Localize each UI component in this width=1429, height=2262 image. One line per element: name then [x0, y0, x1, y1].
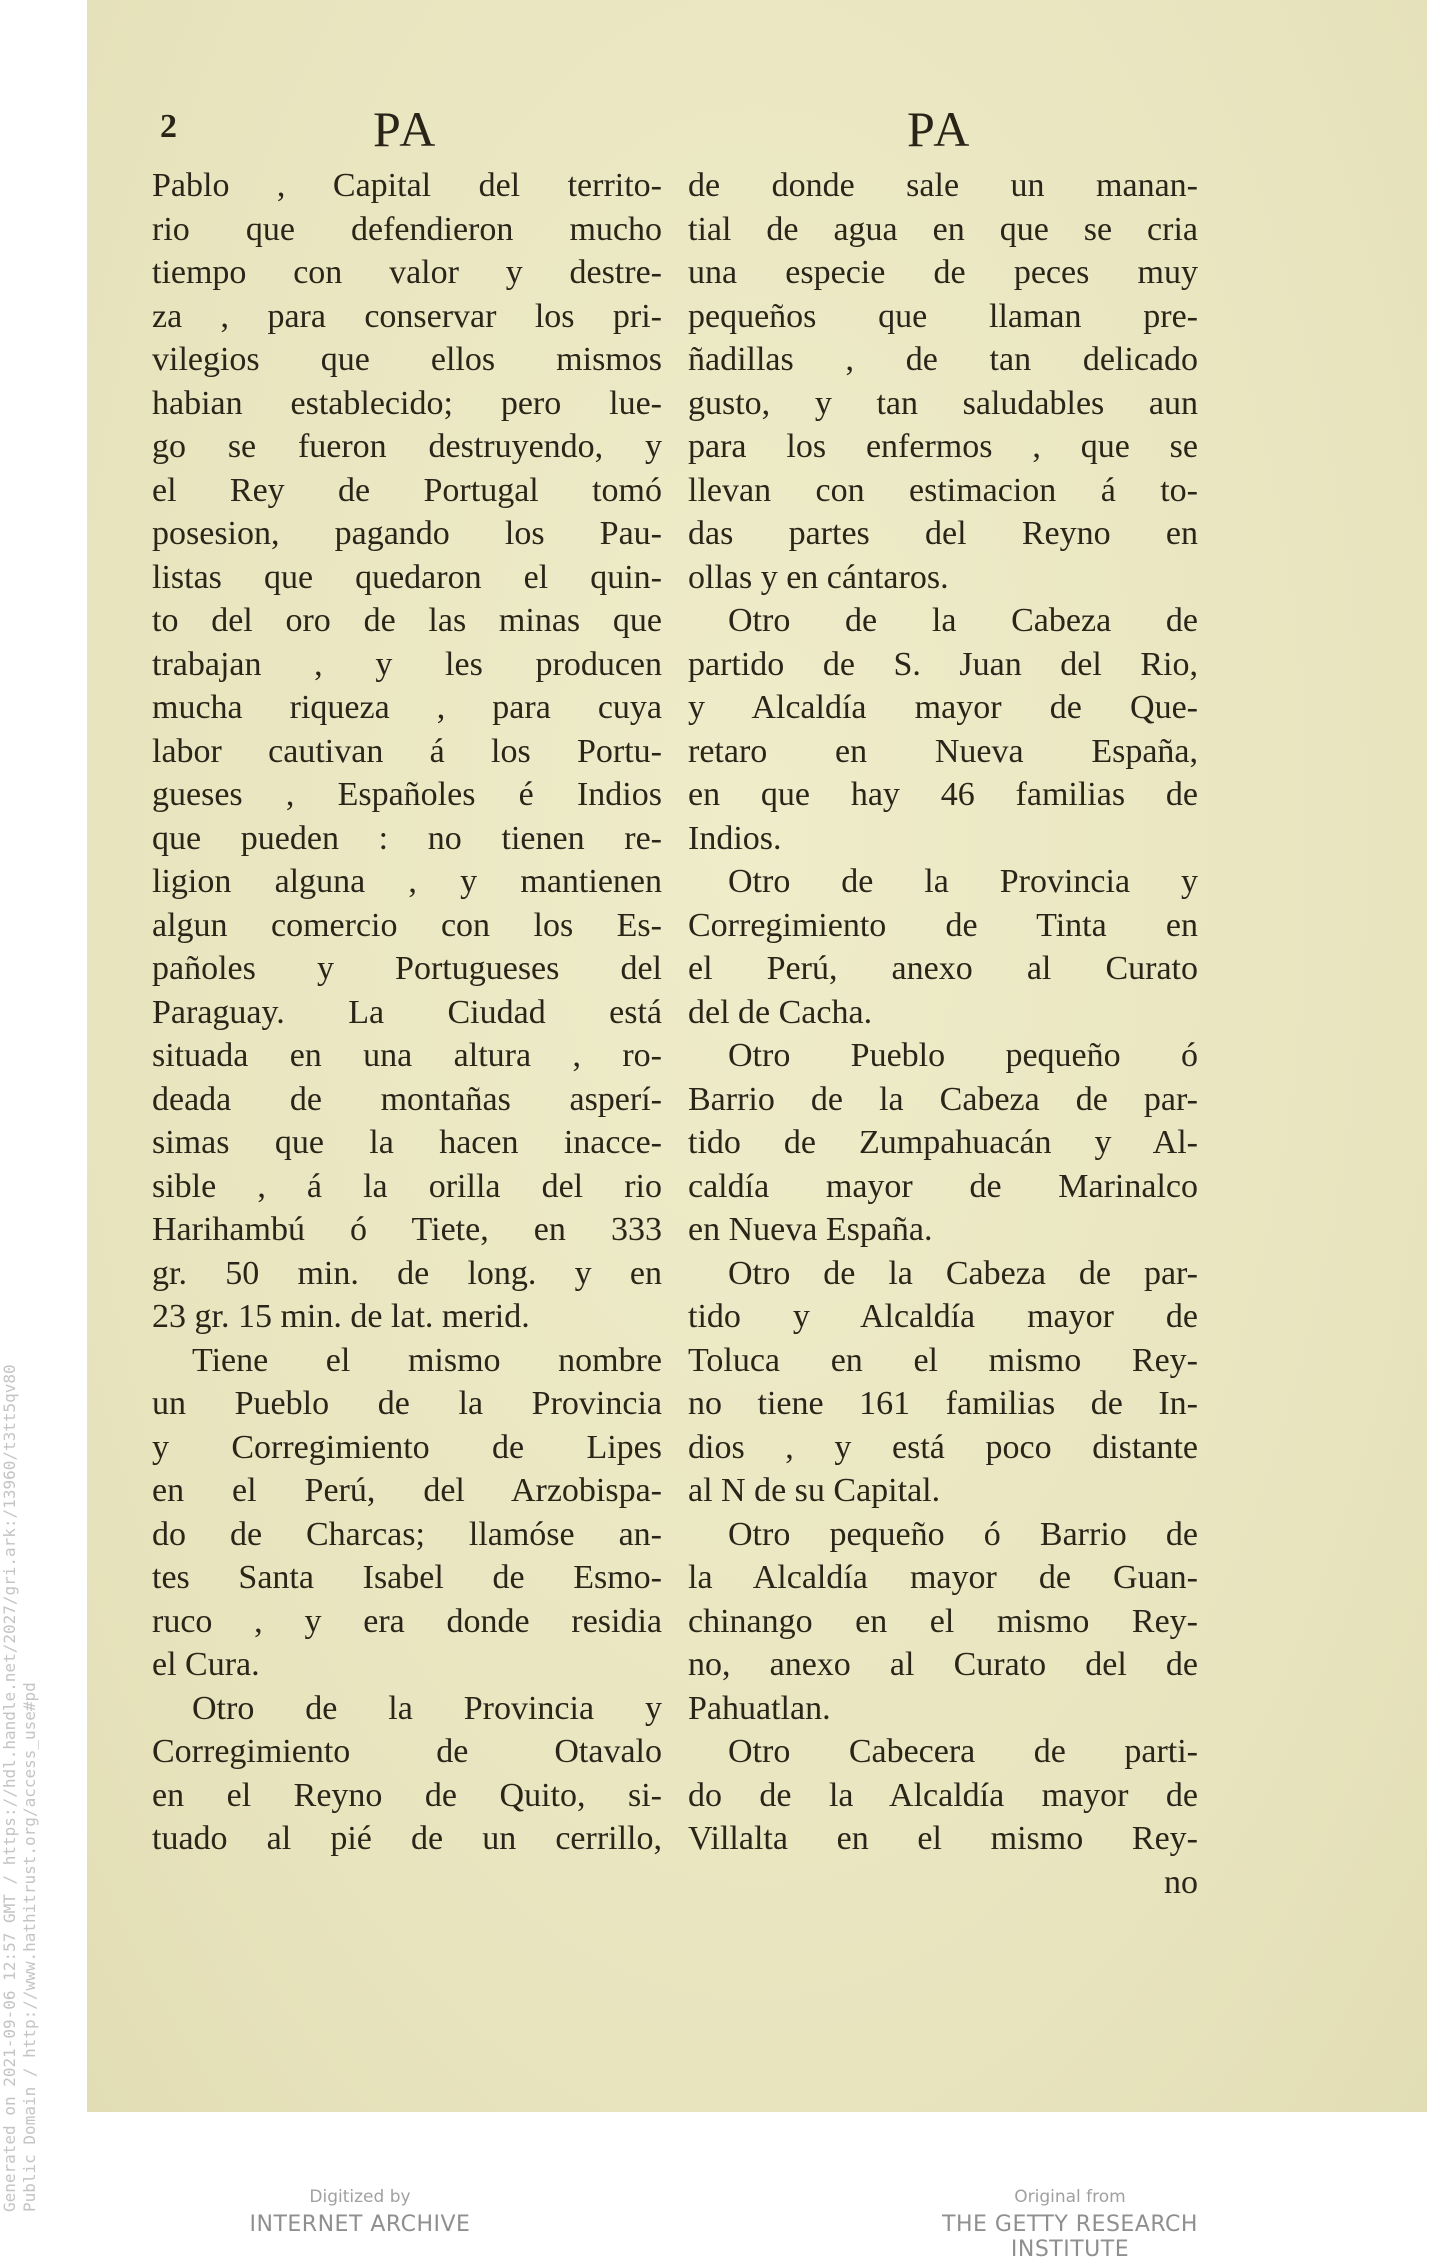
text-line: Otro Cabecera de parti- [728, 1733, 1198, 1770]
text-line: el Perú, anexo al Curato [688, 950, 1198, 987]
text-line: en el Perú, del Arzobispa- [152, 1472, 662, 1509]
text-line: tes Santa Isabel de Esmo- [152, 1559, 662, 1596]
text-line: simas que la hacen inacce- [152, 1124, 662, 1161]
text-line: tido y Alcaldía mayor de [688, 1298, 1198, 1335]
text-line: deada de montañas asperí- [152, 1080, 662, 1118]
text-line: Otro Pueblo pequeño ó [728, 1037, 1198, 1074]
text-line: retaro en Nueva España, [688, 732, 1198, 770]
text-line: mucha riqueza , para cuya [152, 689, 662, 726]
text-line: Harihambú ó Tiete, en 333 [152, 1211, 662, 1248]
text-line: go se fueron destruyendo, y [152, 428, 662, 465]
text-line: Toluca en el mismo Rey- [688, 1341, 1198, 1379]
text-line: rio que defendieron mucho [152, 210, 662, 248]
text-line: gueses , Españoles é Indios [152, 776, 662, 813]
text-line: Pablo , Capital del territo- [152, 167, 662, 204]
text-line: Otro de la Cabeza de par- [728, 1254, 1198, 1292]
footer-original-label: Original from [1014, 2187, 1126, 2207]
catchword: no [1164, 1863, 1198, 1901]
text-line: do de Charcas; llamóse an- [152, 1515, 662, 1553]
text-line: tido de Zumpahuacán y Al- [688, 1124, 1198, 1161]
right-text-column [688, 164, 1198, 1904]
footer-digitized-label: Digitized by [309, 2187, 411, 2207]
text-line: no, anexo al Curato del de [688, 1646, 1198, 1683]
text-line: Otro de la Provincia y [192, 1689, 662, 1727]
text-line: chinango en el mismo Rey- [688, 1602, 1198, 1640]
text-line: del de Cacha. [688, 993, 873, 1031]
text-line: sible , á la orilla del rio [152, 1167, 662, 1205]
text-line: no tiene 161 familias de In- [688, 1385, 1198, 1422]
text-line: el Rey de Portugal tomó [152, 471, 662, 509]
text-line: situada en una altura , ro- [152, 1037, 662, 1074]
text-line: Otro pequeño ó Barrio de [728, 1515, 1198, 1553]
footer-internet-archive: INTERNET ARCHIVE [249, 2212, 471, 2237]
text-line: Pahuatlan. [688, 1689, 831, 1727]
text-line: en el Reyno de Quito, si- [152, 1776, 662, 1814]
text-line: ruco , y era donde residia [152, 1602, 662, 1640]
text-line: za , para conservar los pri- [152, 297, 662, 335]
text-line: en Nueva España. [688, 1211, 933, 1248]
text-line: llevan con estimacion á to- [688, 471, 1198, 509]
text-line: listas que quedaron el quin- [152, 558, 662, 596]
left-text-column [152, 164, 662, 1861]
text-line: ligion alguna , y mantienen [152, 863, 662, 900]
text-line: gr. 50 min. de long. y en [152, 1254, 662, 1292]
text-line: al N de su Capital. [688, 1472, 941, 1509]
text-line: dios , y está poco distante [688, 1428, 1198, 1466]
text-line: ñadillas , de tan delicado [688, 341, 1198, 378]
text-line: y Alcaldía mayor de Que- [688, 689, 1198, 726]
footer-getty: THE GETTY RESEARCH INSTITUTE [942, 2212, 1198, 2262]
text-line: das partes del Reyno en [688, 515, 1198, 552]
text-line: habian establecido; pero lue- [152, 384, 662, 422]
text-line: una especie de peces muy [688, 254, 1198, 291]
text-line: Corregimiento de Tinta en [688, 906, 1198, 944]
text-line: algun comercio con los Es- [152, 906, 662, 944]
text-line: Indios. [688, 819, 782, 857]
text-line: caldía mayor de Marinalco [688, 1167, 1198, 1205]
footer-digitized-by [245, 2186, 475, 2237]
text-line: un Pueblo de la Provincia [152, 1385, 662, 1422]
text-line: gusto, y tan saludables aun [688, 384, 1198, 422]
text-line: pequeños que llaman pre- [688, 297, 1198, 335]
hathitrust-watermark [0, 1364, 40, 2242]
running-header-right: PA [907, 101, 973, 157]
text-line: y Corregimiento de Lipes [152, 1428, 662, 1466]
text-line: que pueden : no tienen re- [152, 819, 662, 857]
text-line: pañoles y Portugueses del [152, 950, 662, 987]
text-line: partido de S. Juan del Rio, [688, 645, 1198, 683]
text-line: ollas y en cántaros. [688, 558, 949, 596]
text-line: to del oro de las minas que [152, 602, 662, 639]
text-line: Corregimiento de Otavalo [152, 1733, 662, 1770]
text-line: para los enfermos , que se [688, 428, 1198, 465]
text-line: de donde sale un manan- [688, 167, 1198, 204]
text-line: tial de agua en que se cria [688, 210, 1198, 248]
text-line: Villalta en el mismo Rey- [688, 1820, 1198, 1857]
text-line: Paraguay. La Ciudad está [152, 993, 662, 1031]
text-line: posesion, pagando los Pau- [152, 515, 662, 552]
running-header-left: PA [373, 101, 439, 157]
text-line: 23 gr. 15 min. de lat. merid. [152, 1298, 530, 1335]
text-line: Barrio de la Cabeza de par- [688, 1080, 1198, 1118]
footer-original-from [880, 2186, 1260, 2262]
text-line: labor cautivan á los Portu- [152, 732, 662, 770]
text-line: Otro de la Provincia y [728, 863, 1198, 900]
text-line: la Alcaldía mayor de Guan- [688, 1559, 1198, 1596]
watermark-line-public-domain: Public Domain / http://www.hathitrust.org/access_use#pd [20, 1682, 39, 2212]
page-number: 2 [160, 108, 177, 145]
text-line: Tiene el mismo nombre [192, 1341, 662, 1379]
text-line: en que hay 46 familias de [688, 776, 1198, 813]
text-line: Otro de la Cabeza de [728, 602, 1198, 639]
text-line: do de la Alcaldía mayor de [688, 1776, 1198, 1814]
text-line: trabajan , y les producen [152, 645, 662, 683]
text-line: vilegios que ellos mismos [152, 341, 662, 378]
text-line: tuado al pié de un cerrillo, [152, 1820, 662, 1857]
text-line: tiempo con valor y destre- [152, 254, 662, 291]
text-line: el Cura. [152, 1646, 260, 1683]
watermark-line-generated: Generated on 2021-09-06 12:57 GMT / https://hdl.handle.net/2027/gri.ark:/13960/t3tt5qv80 [0, 1364, 19, 2212]
